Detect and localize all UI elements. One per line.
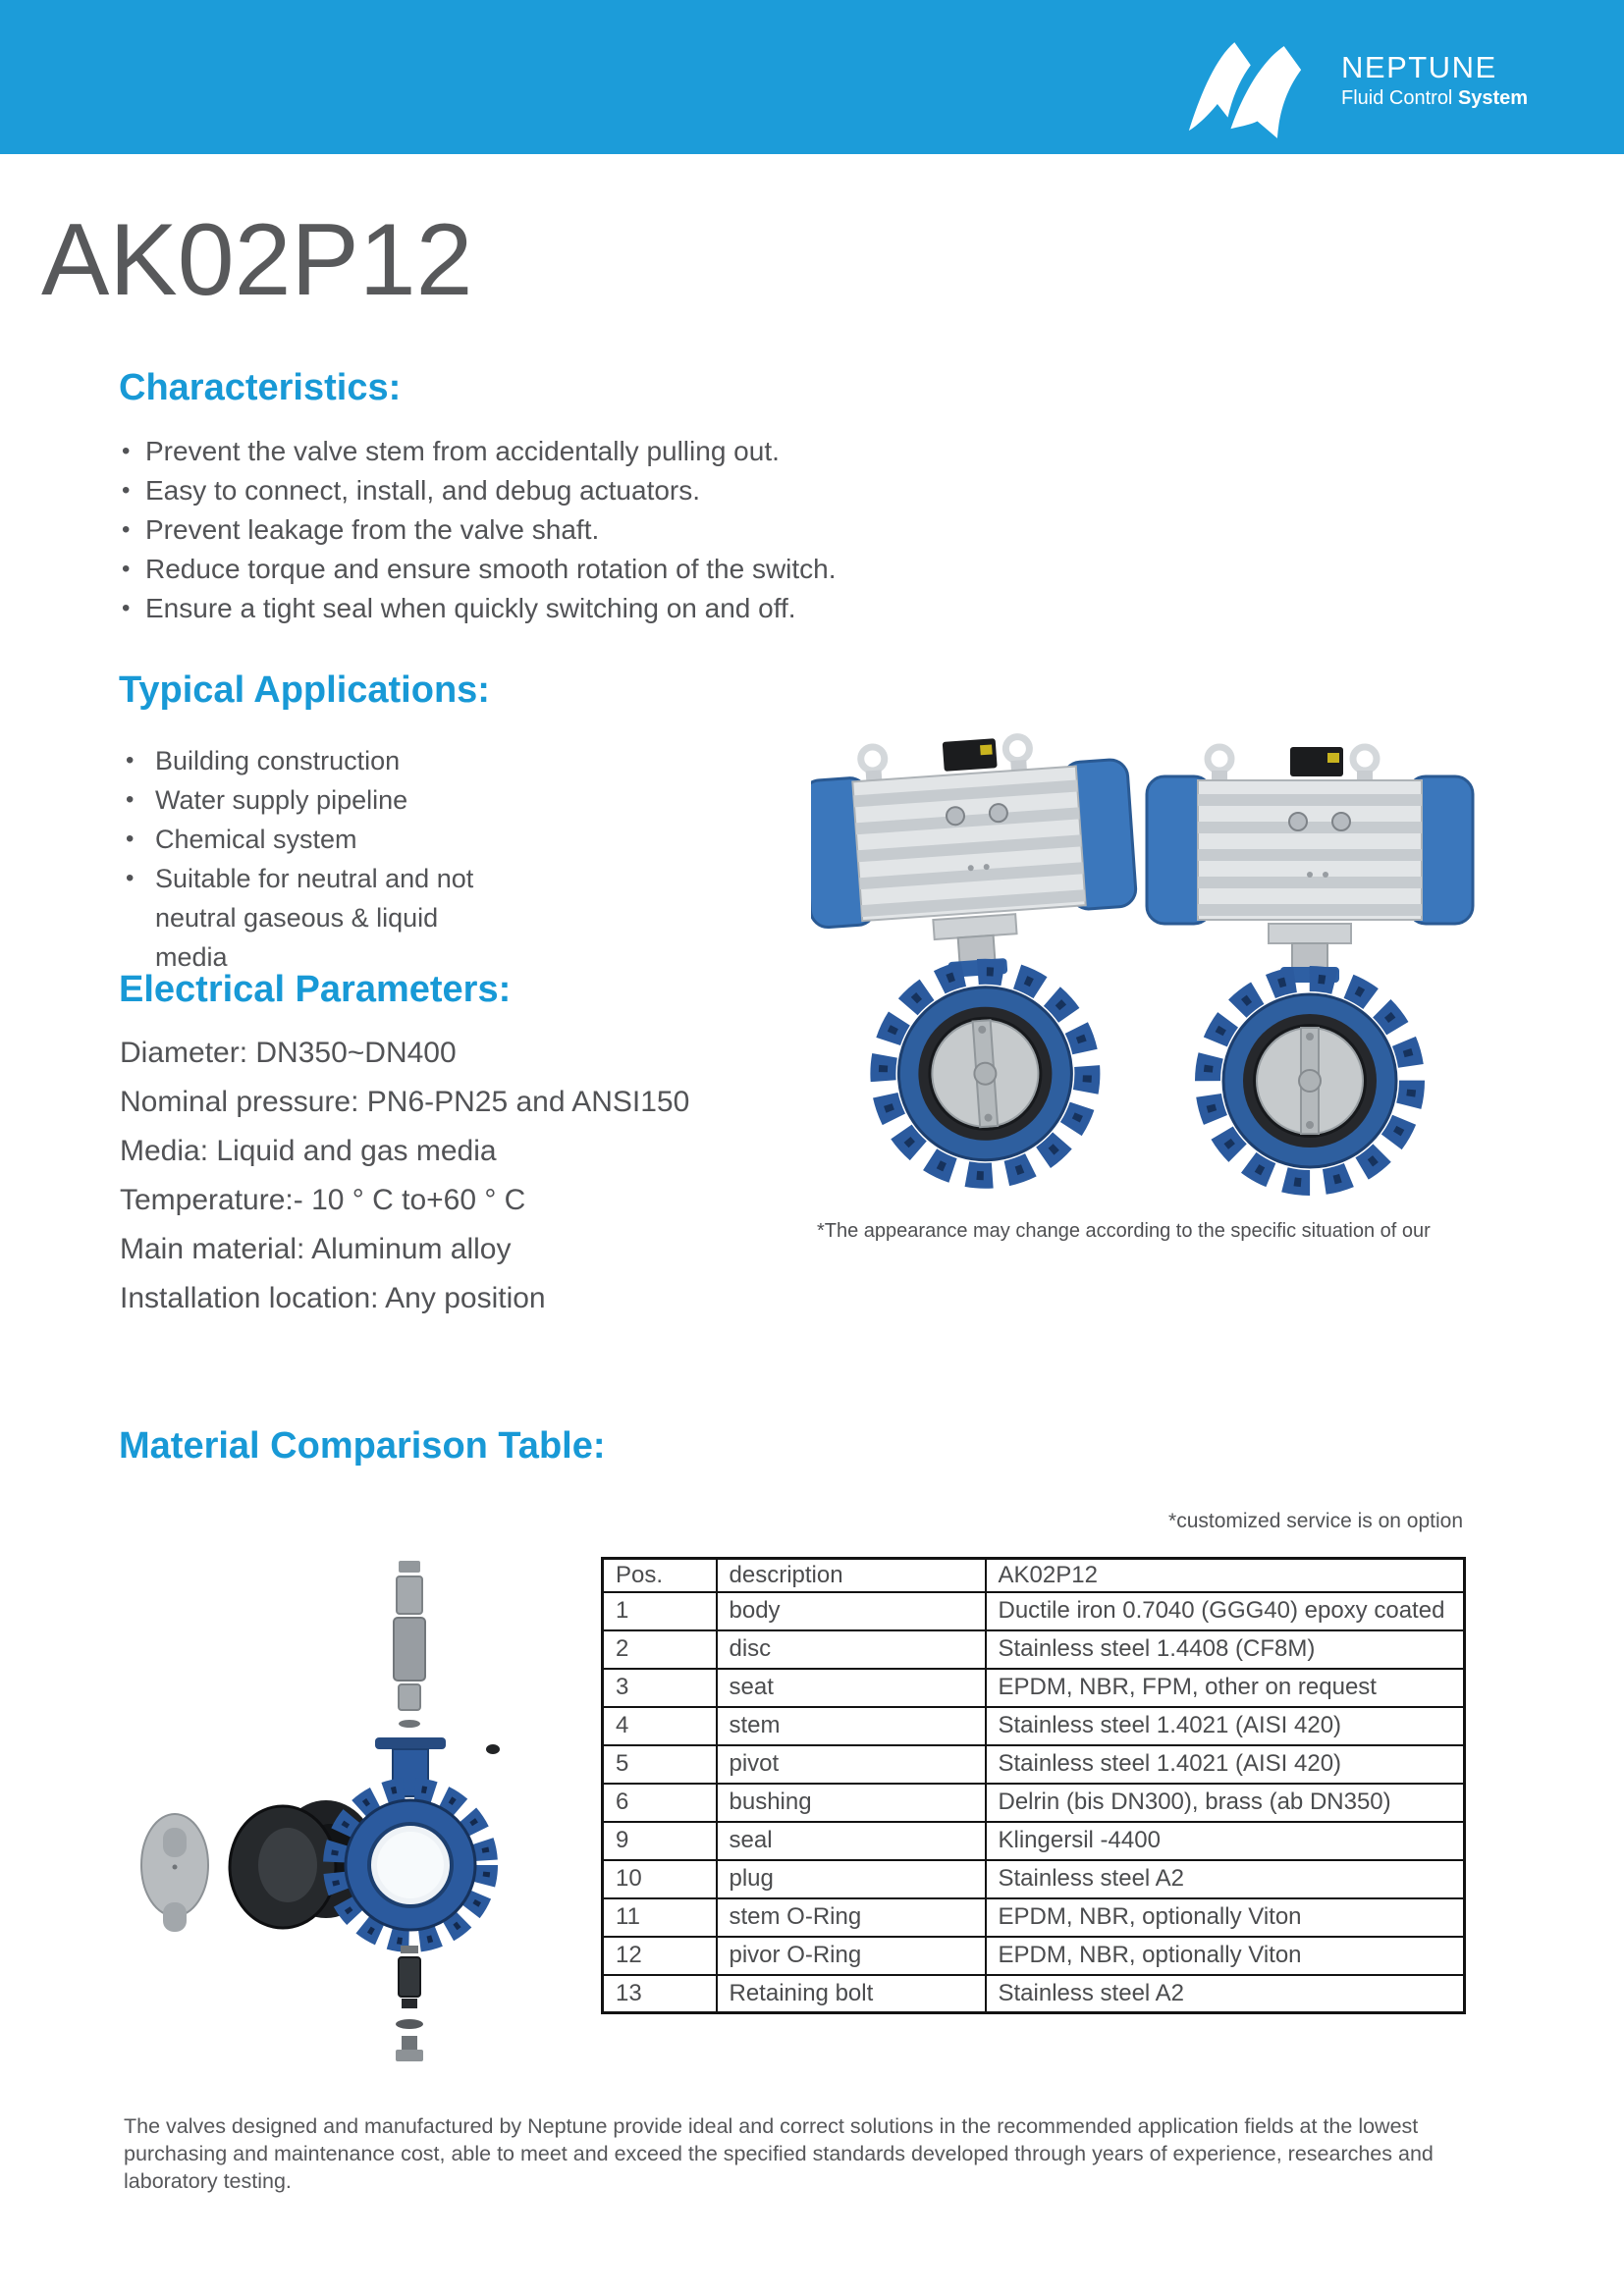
page-title: AK02P12 [41, 203, 473, 317]
material-comparison-table [601, 1557, 1466, 2014]
table-row [603, 1822, 1465, 1860]
table-cell: Stainless steel 1.4021 (AISI 420) [986, 1745, 1465, 1784]
application-item: • Building construction [124, 741, 489, 780]
table-row [603, 1898, 1465, 1937]
tagline-regular: Fluid Control [1341, 87, 1458, 109]
material-table-heading: Material Comparison Table: [119, 1425, 606, 1467]
table-cell: 2 [603, 1630, 717, 1669]
table-row [603, 1975, 1465, 2013]
application-item: • Suitable for neutral and not neutral gaseous & liquid media [124, 859, 489, 977]
electrical-parameter-line: Main material: Aluminum alloy [120, 1233, 512, 1265]
table-row [603, 1707, 1465, 1745]
table-cell: body [717, 1592, 986, 1630]
table-row [603, 1784, 1465, 1822]
brand-name: NEPTUNE [1341, 50, 1497, 84]
table-cell: 5 [603, 1745, 717, 1784]
electrical-parameter-line: Nominal pressure: PN6-PN25 and ANSI150 [120, 1086, 690, 1118]
table-header-cell: description [717, 1559, 986, 1592]
table-cell: 6 [603, 1784, 717, 1822]
valve-exploded-view-image [98, 1541, 569, 2081]
table-row [603, 1669, 1465, 1707]
table-head [603, 1559, 1465, 1592]
table-cell: 1 [603, 1592, 717, 1630]
characteristics-list [120, 432, 837, 628]
table-cell: Ductile iron 0.7040 (GGG40) epoxy coated [986, 1592, 1465, 1630]
table-cell: 4 [603, 1707, 717, 1745]
table-cell: seat [717, 1669, 986, 1707]
table-cell: 11 [603, 1898, 717, 1937]
application-item: • Water supply pipeline [124, 780, 489, 820]
electrical-parameter-line: Diameter: DN350~DN400 [120, 1037, 457, 1069]
table-row [603, 1860, 1465, 1898]
electrical-parameter-line: Installation location: Any position [120, 1282, 546, 1314]
characteristic-item: • Ensure a tight seal when quickly switching on and off. [120, 589, 837, 628]
header-bar [0, 0, 1624, 154]
table-row [603, 1592, 1465, 1630]
table-cell: 3 [603, 1669, 717, 1707]
electrical-heading: Electrical Parameters: [119, 969, 512, 1010]
table-cell: stem [717, 1707, 986, 1745]
characteristic-item: • Reduce torque and ensure smooth rotation of the switch. [120, 550, 837, 589]
characteristic-item: • Prevent leakage from the valve shaft. [120, 510, 837, 550]
table-cell: stem O-Ring [717, 1898, 986, 1937]
table-cell: Retaining bolt [717, 1975, 986, 2013]
table-header-cell: AK02P12 [986, 1559, 1465, 1592]
table-cell: plug [717, 1860, 986, 1898]
electrical-parameter-line: Media: Liquid and gas media [120, 1135, 497, 1167]
table-row [603, 1937, 1465, 1975]
tagline-bold: System [1457, 87, 1529, 109]
table-cell: Delrin (bis DN300), brass (ab DN350) [986, 1784, 1465, 1822]
customized-service-note: *customized service is on option [1168, 1510, 1463, 1532]
table-cell: 12 [603, 1937, 717, 1975]
table-row [603, 1745, 1465, 1784]
product-image-note: *The appearance may change according to the specific situation of our [817, 1220, 1431, 1242]
brand-tagline [1341, 86, 1528, 110]
table-header-cell: Pos. [603, 1559, 717, 1592]
neptune-logo-icon [1183, 33, 1335, 146]
table-cell: pivor O-Ring [717, 1937, 986, 1975]
characteristics-heading: Characteristics: [119, 367, 402, 408]
table-cell: 10 [603, 1860, 717, 1898]
neptune-logo-text [1341, 51, 1528, 110]
applications-heading: Typical Applications: [119, 669, 490, 711]
table-cell: EPDM, NBR, optionally Viton [986, 1937, 1465, 1975]
characteristic-item: • Prevent the valve stem from accidentally pulling out. [120, 432, 837, 471]
table-cell: EPDM, NBR, optionally Viton [986, 1898, 1465, 1937]
table-cell: Stainless steel A2 [986, 1860, 1465, 1898]
applications-list [124, 741, 489, 977]
table-cell: disc [717, 1630, 986, 1669]
table-cell: Stainless steel 1.4408 (CF8M) [986, 1630, 1465, 1669]
valve-product-image-left [811, 724, 1145, 1215]
characteristic-item: • Easy to connect, install, and debug actuators. [120, 471, 837, 510]
electrical-parameters-list [120, 1029, 689, 1323]
table-cell: EPDM, NBR, FPM, other on request [986, 1669, 1465, 1707]
valve-product-image-right [1143, 731, 1477, 1222]
table-body [603, 1592, 1465, 2013]
electrical-parameter-line: Temperature:- 10 ° C to+60 ° C [120, 1184, 526, 1216]
table-cell: pivot [717, 1745, 986, 1784]
table-header-row [603, 1559, 1465, 1592]
table-cell: Stainless steel 1.4021 (AISI 420) [986, 1707, 1465, 1745]
application-item: • Chemical system [124, 820, 489, 859]
table-cell: Klingersil -4400 [986, 1822, 1465, 1860]
table-cell: Stainless steel A2 [986, 1975, 1465, 2013]
table-cell: 9 [603, 1822, 717, 1860]
table-cell: bushing [717, 1784, 986, 1822]
table-cell: seal [717, 1822, 986, 1860]
footer-paragraph: The valves designed and manufactured by Neptune provide ideal and correct solutions in the recommended application fields at the lowest purchasing and maintenance cost, able to meet and exceed the specified standards developed through years of experience, researches and laboratory testing. [124, 2114, 1434, 2193]
table-cell: 13 [603, 1975, 717, 2013]
table-row [603, 1630, 1465, 1669]
